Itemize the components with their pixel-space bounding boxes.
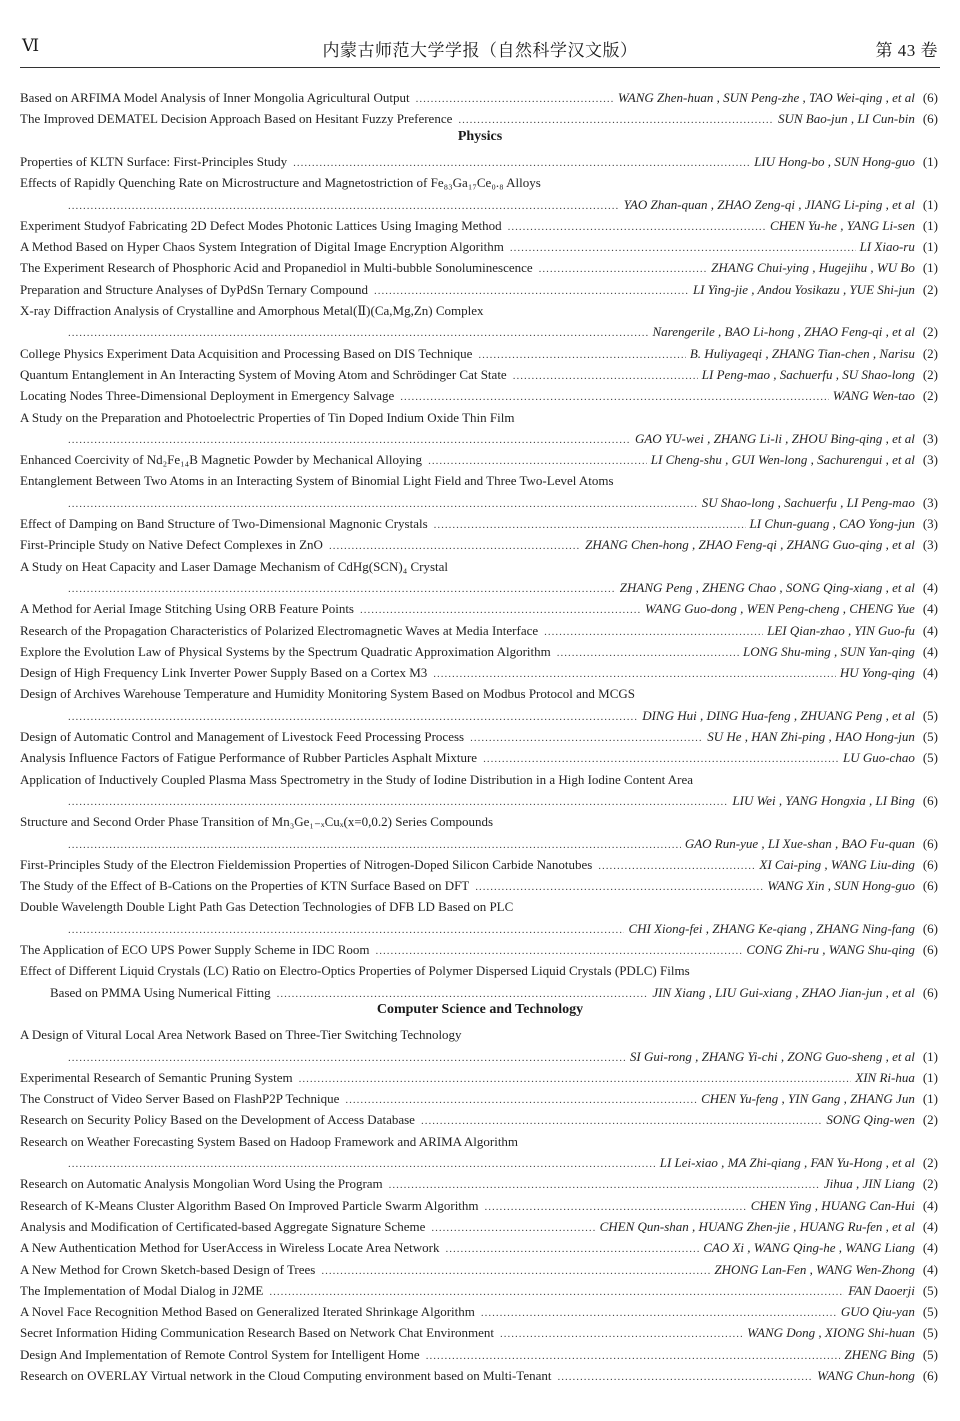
entry-issue: (6) [922, 835, 938, 851]
entry-authors: CHEN Yu-he , YANG Li-sen [769, 217, 915, 233]
entry-issue: (1) [922, 1048, 938, 1064]
entry-issue: (3) [922, 494, 938, 510]
dot-leader [321, 1261, 710, 1280]
toc-entry [20, 1322, 938, 1343]
entry-title: Design of Archives Warehouse Temperature and Humidity Monitoring System Based on Modbus Protocol and MCGS [20, 686, 635, 702]
entry-issue: (6) [922, 984, 938, 1000]
entry-title: X-ray Diffraction Analysis of Crystalline and Amorphous Metal(Ⅱ)(Ca,Mg,Zn) Complex [20, 303, 484, 318]
toc-entry [20, 1344, 938, 1365]
entry-title: Research on Security Policy Based on the Development of Access Database [20, 1112, 415, 1128]
toc-entry [20, 939, 938, 960]
entry-authors: GUO Qiu-yan [840, 1304, 915, 1320]
section-heading: Physics [457, 128, 503, 144]
entry-issue: (2) [922, 1155, 938, 1170]
entry-title: A Design of Vitural Local Area Network Based on Three-Tier Switching Technology [20, 1027, 462, 1043]
entry-authors: GAO Run-yue , LI Xue-shan , BAO Fu-quan [684, 835, 915, 851]
entry-title: Experimental Research of Semantic Pruning System [20, 1069, 293, 1085]
dot-leader [426, 1346, 841, 1365]
entry-title: Explore the Evolution Law of Physical Systems by the Spectrum Quadratic Approximation Algorithm [20, 643, 551, 659]
toc-entry [20, 172, 938, 193]
entry-title: Enhanced Coercivity of Nd₂Fe₁₄B Magnetic Powder by Mechanical Alloying [20, 452, 423, 468]
entry-issue: (2) [922, 345, 938, 361]
entry-authors: WANG Chun-hong [817, 1368, 915, 1383]
entry-authors: LU Guo-chao [842, 750, 915, 766]
entry-issue: (2) [922, 1112, 938, 1128]
dot-leader [416, 89, 614, 108]
entry-issue: (5) [922, 1346, 938, 1362]
entry-issue: (2) [922, 1176, 938, 1192]
toc-entry [20, 364, 938, 385]
entry-authors: ZHONG Lan-Fen , WANG Wen-Zhong [714, 1261, 915, 1277]
dot-leader [539, 259, 708, 278]
entry-title: The Implementation of Modal Dialog in J2ME [20, 1282, 264, 1298]
entry-authors: XI Cai-ping , WANG Liu-ding [759, 856, 915, 872]
entry-title: Design of High Frequency Link Inverter Power Supply Based on a Cortex M3 [20, 665, 428, 681]
dot-leader [485, 1197, 747, 1216]
toc-entry [20, 598, 938, 619]
entry-authors: YAO Zhan-quan , ZHAO Zeng-qi , JIANG Li-ping , et al [623, 196, 915, 212]
toc-entry [20, 407, 938, 428]
entry-issue: (4) [922, 1261, 938, 1277]
entry-authors: LIU Hong-bo , SUN Hong-guo [754, 153, 915, 169]
entry-authors: LI Chun-guang , CAO Yong-jun [749, 516, 915, 531]
toc-entry [20, 1237, 938, 1258]
header-divider [20, 67, 940, 68]
entry-issue: (6) [922, 1368, 938, 1383]
entry-title: Properties of KLTN Surface: First-Principles Study [20, 153, 288, 169]
entry-authors: WANG Wen-tao [832, 388, 915, 404]
toc-entry-continuation [20, 790, 938, 811]
entry-authors: WANG Zhen-huan , SUN Peng-zhe , TAO Wei-qing , et al [617, 90, 915, 105]
entry-issue: (4) [922, 1240, 938, 1256]
entry-issue: (1) [922, 217, 938, 233]
dot-leader [68, 579, 616, 598]
entry-title: College Physics Experiment Data Acquisition and Processing Based on DIS Technique [20, 345, 473, 361]
entry-authors: XIN Ri-hua [855, 1069, 915, 1085]
toc-entry [20, 1173, 938, 1194]
toc-entry [20, 641, 938, 662]
entry-title: The Construct of Video Server Based on FlashP2P Technique [20, 1091, 340, 1107]
toc-entry [20, 1109, 938, 1130]
entry-authors: ZHANG Peng , ZHENG Chao , SONG Qing-xiang , et al [619, 579, 915, 595]
entry-authors: FAN Daoerji [848, 1282, 915, 1298]
entry-issue: (5) [922, 1304, 938, 1320]
entry-authors: LI Ying-jie , Andou Yosikazu , YUE Shi-jun [692, 281, 915, 297]
entry-issue: (6) [922, 792, 938, 808]
toc-entry [20, 1259, 938, 1280]
entry-authors: CHEN Yu-feng , YIN Gang , ZHANG Jun [701, 1091, 915, 1107]
entry-authors: LI Peng-mao , Sachuerfu , SU Shao-long [701, 366, 915, 382]
entry-authors: Narengerile , BAO Li-hong , ZHAO Feng-qi , et al [652, 324, 915, 340]
entry-title: Research of K-Means Cluster Algorithm Based On Improved Particle Swarm Algorithm [20, 1197, 479, 1213]
entry-issue: (3) [922, 452, 938, 468]
toc-entry-continuation [20, 577, 938, 598]
dot-leader [68, 196, 620, 215]
entry-authors: CHEN Qun-shan , HUANG Zhen-jie , HUANG Ru-fen , et al [599, 1218, 915, 1234]
volume-label: 第 43 卷 [875, 41, 938, 60]
toc-entry [20, 449, 938, 470]
entry-title-continued: Based on PMMA Using Numerical Fitting [50, 984, 271, 1000]
entry-authors: CHI Xiong-fei , ZHANG Ke-qiang , ZHANG Ning-fang [628, 920, 915, 936]
entry-authors: HU Yong-qing [839, 665, 915, 681]
toc-entry [20, 257, 938, 278]
toc-entry [20, 662, 938, 683]
entry-issue: (1) [922, 1091, 938, 1107]
entry-authors: ZHANG Chen-hong , ZHAO Feng-qi , ZHANG Guo-qing , et al [585, 537, 915, 553]
dot-leader [513, 366, 698, 385]
dot-leader [68, 430, 631, 449]
dot-leader [508, 217, 766, 236]
entry-authors: ZHENG Bing [844, 1346, 915, 1362]
toc-entry [20, 151, 938, 172]
entry-authors: CAO Xi , WANG Qing-he , WANG Liang [703, 1240, 915, 1256]
entry-issue: (2) [922, 366, 938, 382]
dot-leader [68, 707, 638, 726]
entry-authors: WANG Dong , XIONG Shi-huan [747, 1325, 915, 1341]
entry-title: The Application of ECO UPS Power Supply Scheme in IDC Room [20, 942, 370, 957]
entry-authors: CHEN Ying , HUANG Can-Hui [750, 1197, 915, 1213]
entry-issue: (2) [922, 388, 938, 404]
toc-entry [20, 279, 938, 300]
entry-title: Analysis and Modification of Certificated-based Aggregate Signature Scheme [20, 1218, 426, 1234]
dot-leader [68, 835, 681, 854]
entry-authors: LONG Shu-ming , SUN Yan-qing [743, 643, 915, 659]
dot-leader [68, 920, 624, 939]
entry-issue: (4) [922, 601, 938, 617]
dot-leader [598, 856, 755, 875]
toc-entry [20, 215, 938, 236]
entry-authors: B. Huliyageqi , ZHANG Tian-chen , Narisu [689, 345, 915, 361]
toc-entry [20, 1067, 938, 1088]
dot-leader [68, 494, 698, 513]
entry-title: The Improved DEMATEL Decision Approach Based on Hesitant Fuzzy Preference [20, 111, 453, 127]
toc-entry [20, 620, 938, 641]
dot-leader [544, 622, 763, 641]
entry-issue: (1) [922, 196, 938, 212]
entry-title: Effects of Rapidly Quenching Rate on Microstructure and Magnetostriction of Fe₈₃Ga₁₇Ce₀.₈ Alloys [20, 175, 541, 191]
entry-authors: Jihua , JIN Liang [823, 1176, 915, 1192]
entry-title: A Method for Aerial Image Stitching Using ORB Feature Points [20, 601, 354, 617]
toc-entry [20, 1365, 938, 1386]
toc-entry-continuation [20, 833, 938, 854]
dot-leader [389, 1175, 820, 1194]
dot-leader [68, 792, 728, 811]
toc-entry [20, 811, 938, 832]
entry-title: First-Principle Study on Native Defect Complexes in ZnO [20, 537, 323, 553]
dot-leader [269, 1282, 844, 1301]
entry-title: Structure and Second Order Phase Transition of Mn₃Ge₁₋ₓCuₓ(x=0,0.2) Series Compounds [20, 814, 494, 830]
entry-title: Effect of Different Liquid Crystals (LC) Ratio on Electro-Optics Properties of Polymer Dispersed Liquid Crystals (PDLC) Films [20, 963, 690, 979]
entry-authors: LI Cheng-shu , GUI Wen-long , Sachurengui , et al [650, 452, 915, 468]
toc-entry [20, 1301, 938, 1322]
entry-title: Based on ARFIMA Model Analysis of Inner Mongolia Agricultural Output [20, 90, 410, 105]
entry-title: A New Authentication Method for UserAccess in Wireless Locate Area Network [20, 1240, 440, 1256]
dot-leader [360, 600, 641, 619]
entry-title: Design of Automatic Control and Management of Livestock Feed Processing Process [20, 729, 465, 744]
toc-entry [20, 960, 938, 981]
toc-entry [20, 236, 938, 257]
entry-issue: (6) [922, 111, 938, 127]
entry-title: Entanglement Between Two Atoms in an Interacting System of Binomial Light Field and Three Two-Level Atoms [20, 473, 614, 489]
toc-entry-continuation [20, 194, 938, 215]
toc-entry [20, 683, 938, 704]
entry-issue: (4) [922, 1197, 938, 1213]
entry-title: Experiment Studyof Fabricating 2D Defect Modes Photonic Lattices Using Imaging Method [20, 217, 502, 233]
toc-entry-continuation [20, 428, 938, 449]
toc-entry [20, 769, 938, 790]
entry-issue: (2) [922, 281, 938, 297]
entry-authors: WANG Guo-dong , WEN Peng-cheng , CHENG Yue [645, 601, 915, 617]
dot-leader [400, 387, 829, 406]
dot-leader [434, 515, 746, 534]
dot-leader [68, 1154, 656, 1173]
entry-title: A Method Based on Hyper Chaos System Integration of Digital Image Encryption Algorithm [20, 239, 504, 255]
entry-authors: SONG Qing-wen [826, 1112, 915, 1128]
entry-issue: (5) [922, 707, 938, 723]
entry-title: Research on Weather Forecasting System Based on Hadoop Framework and ARIMA Algorithm [20, 1133, 519, 1149]
entry-title: Application of Inductively Coupled Plasma Mass Spectrometry in the Study of Iodine Distribution in a High Iodine Content Area [20, 771, 694, 787]
toc-entry [20, 343, 938, 364]
entry-issue: (6) [922, 90, 938, 105]
entry-issue: (1) [922, 1069, 938, 1085]
entry-title: Double Wavelength Double Light Path Gas Detection Technologies of DFB LD Based on PLC [20, 899, 514, 915]
entry-title: First-Principles Study of the Electron Fieldemission Properties of Nitrogen-Doped Silicon Carbide Nanotubes [20, 856, 593, 872]
toc-entry [20, 1195, 938, 1216]
dot-leader [329, 536, 581, 555]
entry-title: Design And Implementation of Remote Control System for Intelligent Home [20, 1346, 420, 1362]
entry-issue: (1) [922, 239, 938, 255]
toc-entry [20, 1088, 938, 1109]
toc-entry [20, 534, 938, 555]
entry-issue: (4) [922, 579, 938, 595]
toc-entry-continuation [20, 321, 938, 342]
entry-authors: WANG Xin , SUN Hong-guo [767, 878, 915, 894]
entry-title: A Novel Face Recognition Method Based on Generalized Iterated Shrinkage Algorithm [20, 1304, 475, 1320]
dot-leader [68, 323, 648, 342]
entry-title: Preparation and Structure Analyses of DyPdSn Ternary Compound [20, 281, 368, 297]
entry-title: The Study of the Effect of B-Cations on the Properties of KTN Surface Based on DFT [20, 878, 470, 894]
toc-entry [20, 1024, 938, 1045]
entry-issue: (5) [922, 729, 938, 744]
entry-authors: JIN Xiang , LIU Gui-xiang , ZHAO Jian-jun , et al [652, 984, 915, 1000]
toc-entry-continuation [20, 1046, 938, 1067]
section-heading: Computer Science and Technology [376, 1001, 584, 1017]
entry-authors: DING Hui , DING Hua-feng , ZHUANG Peng , et al [642, 707, 915, 723]
entry-title: The Experiment Research of Phosphoric Acid and Propanediol in Multi-bubble Sonoluminescence [20, 260, 533, 276]
entry-authors: LI Lei-xiao , MA Zhi-qiang , FAN Yu-Hong , et al [659, 1155, 915, 1170]
entry-issue: (4) [922, 643, 938, 659]
entry-authors: SI Gui-rong , ZHANG Yi-chi , ZONG Guo-sheng , et al [629, 1048, 915, 1064]
entry-authors: SU Shao-long , Sachuerfu , LI Peng-mao [701, 494, 915, 510]
dot-leader [557, 643, 739, 662]
dot-leader [470, 728, 703, 747]
entry-authors: LIU Wei , YANG Hongxia , LI Bing [732, 792, 915, 808]
page-number: Ⅵ [22, 36, 40, 55]
dot-leader [428, 451, 647, 470]
toc-entry-continuation [20, 492, 938, 513]
entry-title: Secret Information Hiding Communication Research Based on Network Chat Environment [20, 1325, 495, 1341]
entry-issue: (3) [922, 537, 938, 553]
dot-leader [557, 1367, 813, 1386]
dot-leader [293, 153, 750, 172]
entry-title: Research on OVERLAY Virtual network in the Cloud Computing environment based on Multi-Tenant [20, 1368, 552, 1383]
toc-entry [20, 470, 938, 491]
entry-authors: SUN Bao-jun , LI Cun-bin [777, 111, 915, 127]
entry-issue: (1) [922, 260, 938, 276]
toc-entry [20, 875, 938, 896]
entry-title: Locating Nodes Three-Dimensional Deployment in Emergency Salvage [20, 388, 395, 404]
entry-authors: SU He , HAN Zhi-ping , HAO Hong-jun [707, 729, 915, 744]
dot-leader [431, 1218, 595, 1237]
toc-entry [20, 556, 938, 577]
toc-entry-continuation [20, 1152, 938, 1173]
entry-issue: (5) [922, 750, 938, 766]
entry-issue: (5) [922, 1282, 938, 1298]
entry-issue: (6) [922, 856, 938, 872]
dot-leader [376, 941, 743, 960]
dot-leader [68, 1048, 626, 1067]
entry-issue: (3) [922, 430, 938, 446]
toc-entry [20, 385, 938, 406]
entry-title: Research of the Propagation Characteristics of Polarized Electromagnetic Waves at Media Interface [20, 622, 539, 638]
entry-title: Effect of Damping on Band Structure of Two-Dimensional Magnonic Crystals [20, 516, 428, 531]
entry-title: Research on Automatic Analysis Mongolian Word Using the Program [20, 1176, 383, 1192]
dot-leader [478, 345, 686, 364]
entry-issue: (1) [922, 153, 938, 169]
toc-entry [20, 854, 938, 875]
entry-issue: (5) [922, 1325, 938, 1341]
toc-entry [20, 300, 938, 321]
dot-leader [483, 749, 839, 768]
entry-title: Analysis Influence Factors of Fatigue Performance of Rubber Particles Asphalt Mixture [20, 750, 478, 766]
dot-leader [481, 1303, 837, 1322]
entry-title: A New Method for Crown Sketch-based Design of Trees [20, 1261, 316, 1277]
toc-entry [20, 726, 938, 747]
entry-authors: ZHANG Chui-ying , Hugejihu , WU Bo [711, 260, 915, 276]
entry-title: A Study on the Preparation and Photoelectric Properties of Tin Doped Indium Oxide Thin Film [20, 409, 515, 425]
toc-entry [20, 1280, 938, 1301]
entry-issue: (6) [922, 942, 938, 957]
entry-authors: GAO YU-wei , ZHANG Li-li , ZHOU Bing-qing , et al [634, 430, 915, 446]
dot-leader [510, 238, 856, 257]
entry-title: A Study on Heat Capacity and Laser Damage Mechanism of CdHg(SCN)₄ Crystal [20, 558, 449, 574]
toc-entry-continuation [20, 705, 938, 726]
entry-issue: (6) [922, 920, 938, 936]
dot-leader [500, 1324, 743, 1343]
toc-entry [20, 1131, 938, 1152]
entry-authors: CONG Zhi-ru , WANG Shu-qing [746, 942, 915, 957]
toc-entry [20, 513, 938, 534]
toc-entry [20, 87, 938, 108]
entry-issue: (6) [922, 878, 938, 894]
entry-issue: (4) [922, 622, 938, 638]
dot-leader [374, 281, 689, 300]
dot-leader [445, 1239, 699, 1258]
entry-issue: (2) [922, 324, 938, 340]
dot-leader [345, 1090, 697, 1109]
journal-title: 内蒙古师范大学学报（自然科学汉文版） [322, 41, 638, 60]
toc-entry [20, 1216, 938, 1237]
toc-entry [20, 747, 938, 768]
toc-entry-continuation [20, 918, 938, 939]
entry-issue: (3) [922, 516, 938, 531]
dot-leader [475, 877, 763, 896]
entry-issue: (4) [922, 1218, 938, 1234]
entry-authors: LI Xiao-ru [859, 239, 915, 255]
dot-leader [433, 664, 836, 683]
entry-issue: (4) [922, 665, 938, 681]
dot-leader [299, 1069, 852, 1088]
toc-entry [20, 896, 938, 917]
entry-title: Quantum Entanglement in An Interacting System of Moving Atom and Schrödinger Cat State [20, 366, 507, 382]
entry-authors: LEI Qian-zhao , YIN Guo-fu [767, 622, 915, 638]
dot-leader [421, 1111, 822, 1130]
